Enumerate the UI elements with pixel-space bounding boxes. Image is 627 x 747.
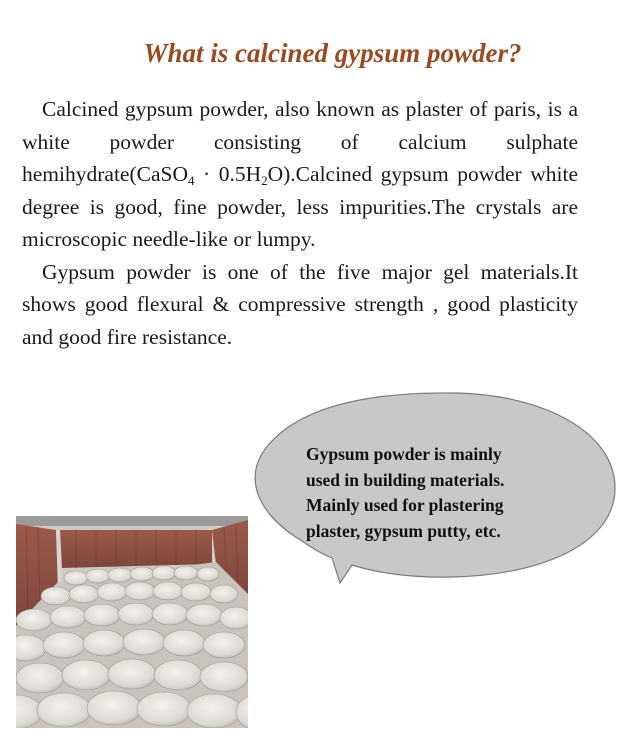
gypsum-sacks-photo: [16, 516, 248, 728]
speech-bubble: [242, 391, 620, 584]
page-title: What is calcined gypsum powder?: [143, 38, 522, 68]
bubble-line: Mainly used for plastering: [306, 495, 504, 515]
paragraph-composition: Calcined gypsum powder, also known as plaster of paris, is a white powder consisting of calcium sulphate hemihydrate(CaSO$_4$ · $0.5H_2O).Calcined$ gypsum powder white degree is good, fine powder, less impurities.The crystals are microscopic needle-like or lumpy.: [22, 97, 579, 251]
bubble-line: Gypsum powder is mainly: [306, 444, 502, 464]
paragraph-properties: Gypsum powder is one of the five major gel materials.It shows good flexural & compressive strength , good plasticity and good fire resistance.: [22, 259, 578, 349]
bubble-line: used in building materials.: [306, 469, 505, 490]
bubble-text: [306, 442, 586, 544]
truck-sacks-image: [16, 516, 248, 728]
description-text: [22, 93, 578, 353]
bubble-line: plaster, gypsum putty, etc.: [306, 520, 501, 541]
